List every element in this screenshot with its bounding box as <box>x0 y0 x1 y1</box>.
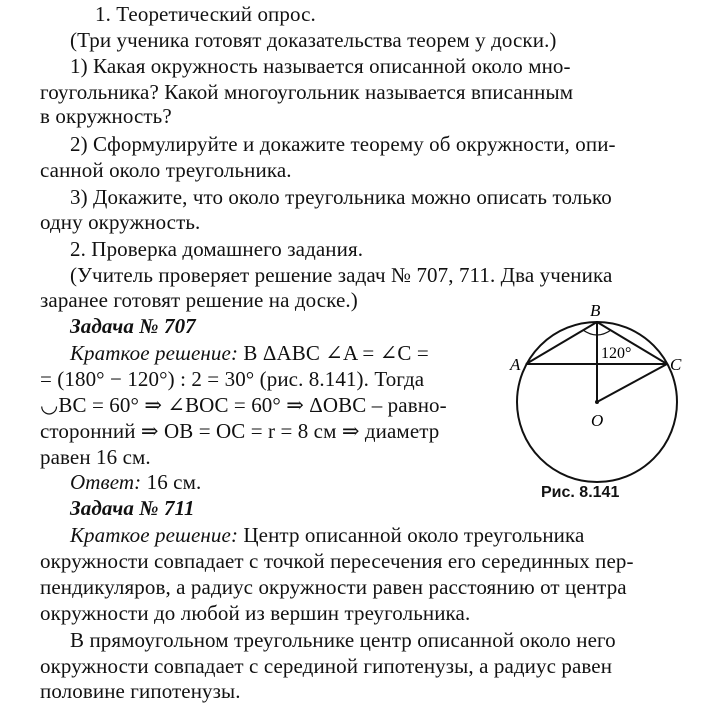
text-line: гоугольника? Какой многоугольник называется вписанным <box>40 80 574 104</box>
text-line: в окружность? <box>40 104 172 128</box>
task-707-answer <box>70 470 201 494</box>
text-line: половине гипотенузы. <box>40 679 241 703</box>
figure-caption: Рис. 8.141 <box>541 484 620 501</box>
vertex-label-c: C <box>670 355 682 374</box>
brief-solution-label: Краткое решение: <box>70 341 239 365</box>
figure-8-141 <box>500 298 710 508</box>
section-theory-heading: 1. Теоретический опрос. <box>95 2 316 26</box>
solution-text: Центр описанной около треугольника <box>238 523 585 547</box>
task-707-heading: Задача № 707 <box>70 314 196 338</box>
text-line: заранее готовят решение на доске.) <box>40 288 358 312</box>
text-line: ◡BC = 60° ⇒ ∠BOC = 60° ⇒ ΔOBC – равно- <box>40 393 447 417</box>
text-line: сторонний ⇒ OB = OC = r = 8 см ⇒ диаметр <box>40 419 440 443</box>
solution-text: В ΔABC ∠A = ∠C = <box>238 341 429 365</box>
text-line: равен 16 см. <box>40 445 151 469</box>
text-line: В прямоугольном треугольнике центр описанной около него <box>70 628 616 652</box>
answer-value: 16 см. <box>141 470 202 494</box>
angle-label: 120° <box>601 345 632 362</box>
vertex-label-a: A <box>510 355 521 374</box>
task-707-solution-line <box>70 341 429 365</box>
text-line: окружности до любой из вершин треугольника. <box>40 601 471 625</box>
text-line: (Учитель проверяет решение задач № 707, 711. Два ученика <box>70 263 613 287</box>
text-line: окружности совпадает с серединой гипотенузы, а радиус равен <box>40 654 613 678</box>
text-line: окружности совпадает с точкой пересечения его серединных пер- <box>40 549 634 573</box>
brief-solution-label: Краткое решение: <box>70 523 239 547</box>
question-2: 2) Сформулируйте и докажите теорему об окружности, опи- <box>70 132 616 156</box>
question-1: 1) Какая окружность называется описанной около мно- <box>70 54 571 78</box>
task-711-heading: Задача № 711 <box>70 496 195 520</box>
center-label-o: O <box>591 411 604 430</box>
vertex-label-b: B <box>590 301 601 320</box>
text-line: одну окружность. <box>40 210 201 234</box>
question-3: 3) Докажите, что около треугольника можно описать только <box>70 185 612 209</box>
circle-diagram <box>500 298 710 508</box>
text-line: (Три ученика готовят доказательства теорем у доски.) <box>70 28 557 52</box>
section-homework-heading: 2. Проверка домашнего задания. <box>70 237 364 261</box>
answer-label: Ответ: <box>70 470 142 494</box>
segment-oc <box>597 364 667 402</box>
task-711-solution-line <box>70 523 584 547</box>
segment-ab <box>526 322 597 364</box>
text-line: = (180° − 120°) : 2 = 30° (рис. 8.141). Тогда <box>40 367 425 391</box>
text-line: санной около треугольника. <box>40 158 292 182</box>
center-point <box>595 400 599 404</box>
text-line: пендикуляров, а радиус окружности равен расстоянию от центра <box>40 575 627 599</box>
